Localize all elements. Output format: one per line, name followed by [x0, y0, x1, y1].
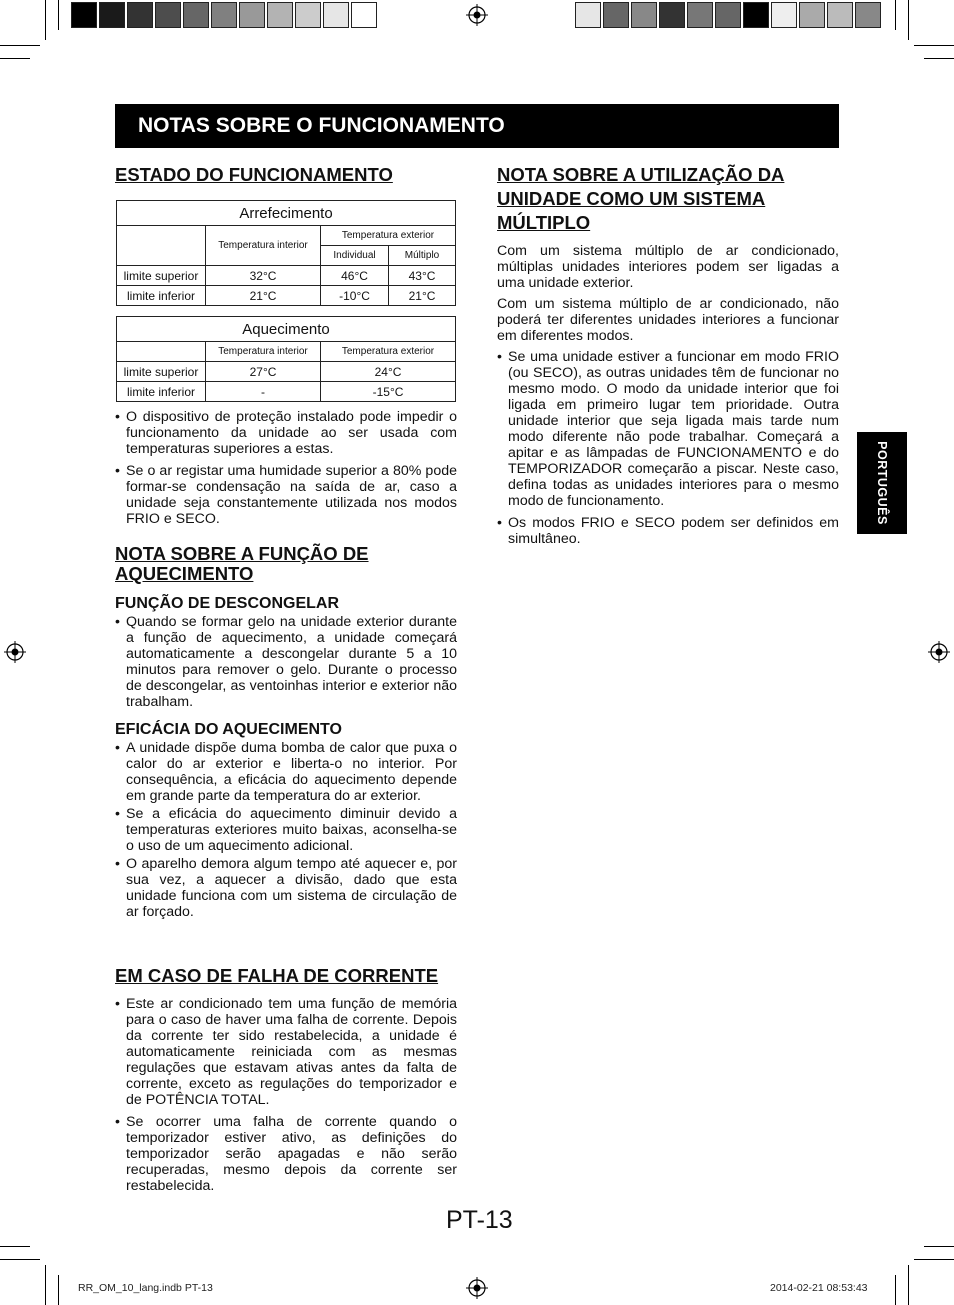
- color-swatch: [687, 2, 713, 28]
- falha-section: [115, 964, 457, 1200]
- page-number: PT-13: [446, 1206, 513, 1234]
- registration-mark-icon: [466, 4, 488, 26]
- crop-mark: [45, 0, 46, 40]
- list-item: • Se ocorrer uma falha de corrente quando o temporizador estiver ativo, as definições do temporizador serão apagadas e não serão recuperadas, mesmo depois da corrente ser restabelecida.: [115, 1114, 457, 1194]
- cooling-table: [116, 200, 456, 306]
- cell-value: -10°C: [321, 286, 389, 306]
- cell-value: 46°C: [321, 266, 389, 286]
- row-label: limite inferior: [117, 286, 206, 306]
- registration-mark-icon: [4, 641, 26, 663]
- cell-value: -15°C: [321, 382, 456, 402]
- list-item: • Se o ar registar uma humidade superior a 80% pode formar-se condensação na saída de ar, caso a unidade seja constantemente utilizada nos modos FRIO e SECO.: [115, 463, 457, 527]
- table-row: [117, 266, 456, 286]
- aquecimento-heading: NOTA SOBRE A FUNÇÃO DE AQUECIMENTO: [115, 543, 369, 584]
- table-corner: [117, 342, 206, 362]
- crop-mark: [0, 1259, 40, 1260]
- row-label: limite superior: [117, 266, 206, 286]
- color-swatch: [99, 2, 125, 28]
- list-item: • Quando se formar gelo na unidade exterior durante a função de aquecimento, a unidade começará automaticamente a descongelar durante 5 a 10 minutos para remover o gelo. Durante o processo de descongelar, as ventoinhas interior e exterior não trabalham.: [115, 614, 457, 710]
- color-swatch: [743, 2, 769, 28]
- footer-file: RR_OM_10_lang.indb PT-13: [78, 1282, 213, 1294]
- color-swatch: [575, 2, 601, 28]
- estado-section: [115, 163, 457, 187]
- multiplo-heading: NOTA SOBRE A UTILIZAÇÃO DA UNIDADE COMO UM SISTEMA MÚLTIPLO: [497, 164, 785, 233]
- crop-mark: [914, 1259, 954, 1260]
- language-tab: [857, 432, 907, 534]
- table-row: [117, 382, 456, 402]
- crop-mark: [58, 0, 59, 30]
- list-item: • Este ar condicionado tem uma função de memória para o caso de haver uma falha de corrente. Depois da corrente ter sido restabelecida, a unidade é automaticamente reiniciada com as mesmas regulações que estavam ativas antes da falta de corrente, exceto as regulações do temporizador e de POTÊNCIA TOTAL.: [115, 996, 457, 1108]
- cell-value: 32°C: [206, 266, 321, 286]
- color-swatch: [155, 2, 181, 28]
- list-item: • Os modos FRIO e SECO podem ser definidos em simultâneo.: [497, 515, 839, 547]
- falha-heading: EM CASO DE FALHA DE CORRENTE: [115, 965, 439, 986]
- color-swatch: [127, 2, 153, 28]
- col-individual: Individual: [321, 246, 389, 266]
- crop-mark: [45, 1265, 46, 1305]
- color-swatch: [211, 2, 237, 28]
- crop-mark: [924, 58, 954, 59]
- cell-value: 21°C: [389, 286, 456, 306]
- cooling-caption: Arrefecimento: [117, 201, 456, 226]
- efficacy-heading: EFICÁCIA DO AQUECIMENTO: [115, 721, 342, 738]
- crop-mark: [0, 1246, 30, 1247]
- crop-mark: [895, 0, 896, 30]
- multiplo-section: [497, 163, 839, 553]
- col-indoor: Temperatura interior: [206, 342, 321, 362]
- crop-mark: [58, 1275, 59, 1305]
- estado-heading: ESTADO DO FUNCIONAMENTO: [115, 164, 393, 185]
- color-swatch: [295, 2, 321, 28]
- list-item: • A unidade dispõe duma bomba de calor que puxa o calor do ar exterior e liberta-o no interior. Por consequência, a eficácia do aquecimento depende em grande parte da temperatura do ar exterior.: [115, 740, 457, 804]
- cell-value: 43°C: [389, 266, 456, 286]
- color-swatch: [351, 2, 377, 28]
- color-swatch: [771, 2, 797, 28]
- color-swatch: [323, 2, 349, 28]
- row-label: limite superior: [117, 362, 206, 382]
- color-swatch: [267, 2, 293, 28]
- registration-mark-icon: [466, 1277, 488, 1299]
- color-swatch: [827, 2, 853, 28]
- aquecimento-section: [115, 544, 457, 926]
- heating-table: [116, 316, 456, 402]
- list-item: • Se uma unidade estiver a funcionar em modo FRIO (ou SECO), as outras unidades têm de funcionar no mesmo modo. O modo da unidade interior que foi ligada em primeiro lugar tem prioridade. Outra unidade interior que seja ligada mais tarde num modo diferente não pode trabalhar. Começará a apitar e as lâmpadas de FUNCIONAMENTO e do TEMPORIZADOR começarão a piscar. Neste caso, defina todas as unidades interiores para o mesmo modo de funcionamento.: [497, 349, 839, 509]
- col-outdoor: Temperatura exterior: [321, 226, 456, 246]
- crop-mark: [924, 1246, 954, 1247]
- color-swatch: [659, 2, 685, 28]
- defrost-heading: FUNÇÃO DE DESCONGELAR: [115, 595, 340, 612]
- crop-mark: [895, 1275, 896, 1305]
- color-swatch: [183, 2, 209, 28]
- multiplo-paragraph: Com um sistema múltiplo de ar condicionado, não poderá ter diferentes unidades interiores a funcionar em diferentes modos.: [497, 296, 839, 344]
- color-swatch: [239, 2, 265, 28]
- col-indoor: Temperatura interior: [206, 226, 321, 266]
- row-label: limite inferior: [117, 382, 206, 402]
- crop-mark: [908, 1265, 909, 1305]
- estado-notes: [115, 409, 457, 533]
- heating-caption: Aquecimento: [117, 317, 456, 342]
- language-tab-label: PORTUGUÊS: [875, 441, 889, 525]
- color-swatch: [603, 2, 629, 28]
- color-swatch: [855, 2, 881, 28]
- table-row: [117, 286, 456, 306]
- crop-mark: [0, 45, 40, 46]
- crop-mark: [914, 45, 954, 46]
- color-swatch: [715, 2, 741, 28]
- crop-mark: [908, 0, 909, 40]
- table-corner: [117, 226, 206, 266]
- color-swatch: [631, 2, 657, 28]
- col-outdoor: Temperatura exterior: [321, 342, 456, 362]
- col-multiple: Múltiplo: [389, 246, 456, 266]
- list-item: • O aparelho demora algum tempo até aquecer e, por sua vez, a aquecer a divisão, dado que esta unidade funciona com um sistema de circulação de ar forçado.: [115, 856, 457, 920]
- table-row: [117, 362, 456, 382]
- list-item: • Se a eficácia do aquecimento diminuir devido a temperaturas exteriores muito baixas, aconselha-se o uso de um aquecimento adicional.: [115, 806, 457, 854]
- multiplo-paragraph: Com um sistema múltiplo de ar condicionado, múltiplas unidades interiores podem ser ligadas a uma unidade exterior.: [497, 243, 839, 291]
- cell-value: 24°C: [321, 362, 456, 382]
- color-swatch: [799, 2, 825, 28]
- page-title-banner: NOTAS SOBRE O FUNCIONAMENTO: [115, 104, 839, 148]
- crop-mark: [0, 58, 30, 59]
- color-swatch: [71, 2, 97, 28]
- cell-value: 27°C: [206, 362, 321, 382]
- list-item: • O dispositivo de proteção instalado pode impedir o funcionamento da unidade ao ser usada com temperaturas superiores a estas.: [115, 409, 457, 457]
- registration-mark-icon: [928, 641, 950, 663]
- cell-value: 21°C: [206, 286, 321, 306]
- footer-timestamp: 2014-02-21 08:53:43: [770, 1282, 868, 1294]
- cell-value: -: [206, 382, 321, 402]
